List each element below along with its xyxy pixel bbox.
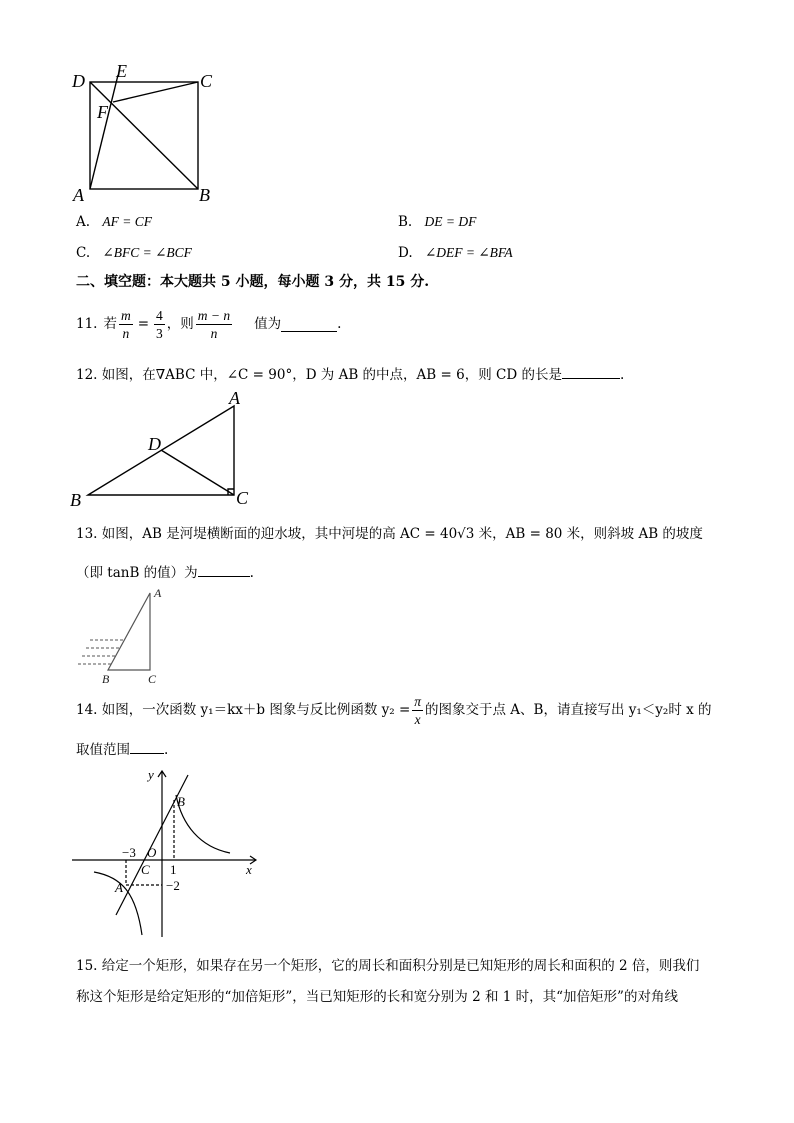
q13-end: . [249, 565, 254, 581]
label-C: C [200, 71, 213, 91]
question-13-line1: 13. 如图，AB 是河堤横断面的迎水坡，其中河堤的高 AC = 40√3 米，AB = 80 米，则斜坡 AB 的坡度 [76, 526, 703, 542]
label-A: A [73, 185, 84, 205]
q11-answer-blank[interactable] [281, 317, 337, 332]
q12-answer-blank[interactable] [562, 364, 620, 379]
q11-fraction-m-n: $\frac{m}{n}$ [120, 307, 131, 341]
label-A: A [115, 880, 123, 895]
label-C: C [236, 488, 249, 508]
label-O: O [147, 845, 157, 860]
question-11 [76, 304, 341, 344]
option-c-text: ∠BFC = ∠BCF [102, 245, 192, 260]
label-B: B [102, 672, 110, 686]
tick-1: 1 [170, 862, 177, 877]
option-d-text: ∠DEF = ∠BFA [424, 245, 513, 260]
square-figure [68, 60, 228, 205]
option-b [398, 213, 476, 231]
function-graph-figure [70, 765, 270, 945]
label-D: D [148, 434, 161, 454]
q11-post: 值为 [254, 316, 282, 332]
q14-answer-blank[interactable] [130, 739, 164, 754]
q13-line2-text: （即 tanB 的值）为 [76, 565, 198, 581]
label-A: A [229, 388, 240, 408]
question-15-line2: 称这个矩形是给定矩形的“加倍矩形”，当已知矩形的长和宽分别为 2 和 1 时，其“加倍矩形”的对角线 [76, 989, 678, 1005]
label-B: B [199, 185, 210, 205]
tick-minus-2: −2 [166, 878, 180, 893]
option-a-text: AF = CF [102, 214, 152, 229]
label-y: y [148, 767, 154, 782]
option-a-label: A. [76, 214, 91, 230]
question-12 [76, 364, 624, 384]
label-D: D [72, 71, 85, 91]
triangle-abc-figure [66, 386, 266, 510]
q11-fraction-4-3: $\frac{4}{3}$ [156, 307, 163, 341]
q11-pre: 若 [103, 316, 117, 332]
q13-answer-blank[interactable] [198, 562, 250, 577]
label-F: F [97, 102, 108, 122]
label-B: B [70, 490, 81, 510]
tick-minus-3: −3 [122, 845, 136, 860]
question-13-line2 [76, 562, 254, 582]
label-A: A [154, 586, 162, 600]
question-15-line1: 15. 给定一个矩形，如果存在另一个矩形，它的周长和面积分别是已知矩形的周长和面积的 2 倍，则我们 [76, 958, 700, 974]
q12-end: . [619, 367, 625, 383]
label-B: B [177, 794, 185, 809]
option-c [76, 244, 192, 262]
q11-equals: = [137, 316, 150, 332]
q14-post: 的图象交于点 A、B，请直接写出 y₁＜y₂时 x 的 [425, 702, 712, 718]
q11-end: . [337, 316, 342, 332]
label-x: x [246, 862, 252, 877]
river-bank-figure [76, 585, 186, 687]
label-C: C [148, 672, 157, 686]
q14-end: . [164, 742, 169, 758]
q11-mid: ，则 [166, 316, 194, 332]
q11-number: 11. [76, 316, 98, 332]
q14-line2-text: 取值范围 [76, 742, 130, 758]
option-d-label: D. [398, 245, 413, 261]
q14-pre: 14. 如图，一次函数 y₁＝kx＋b 图象与反比例函数 y₂ = [76, 702, 411, 718]
option-d [398, 244, 513, 262]
question-14-line2 [76, 739, 168, 759]
option-b-text: DE = DF [424, 214, 477, 229]
label-C: C [141, 862, 150, 877]
q11-fraction-expr: $\frac{m - n}{n}$ [197, 307, 231, 341]
option-b-label: B. [398, 214, 413, 230]
section-heading: 二、填空题：本大题共 5 小题，每小题 3 分，共 15 分. [76, 274, 430, 290]
q14-fraction: $\frac{\pi}{x}$ [414, 693, 422, 727]
q12-text: 12. 如图，在∇ABC 中，∠C = 90°，D 为 AB 的中点，AB = 6，则 CD 的长是 [76, 367, 562, 383]
option-c-label: C. [76, 245, 91, 261]
question-14-line1 [76, 690, 712, 730]
label-E: E [116, 61, 127, 81]
option-a [76, 213, 152, 231]
